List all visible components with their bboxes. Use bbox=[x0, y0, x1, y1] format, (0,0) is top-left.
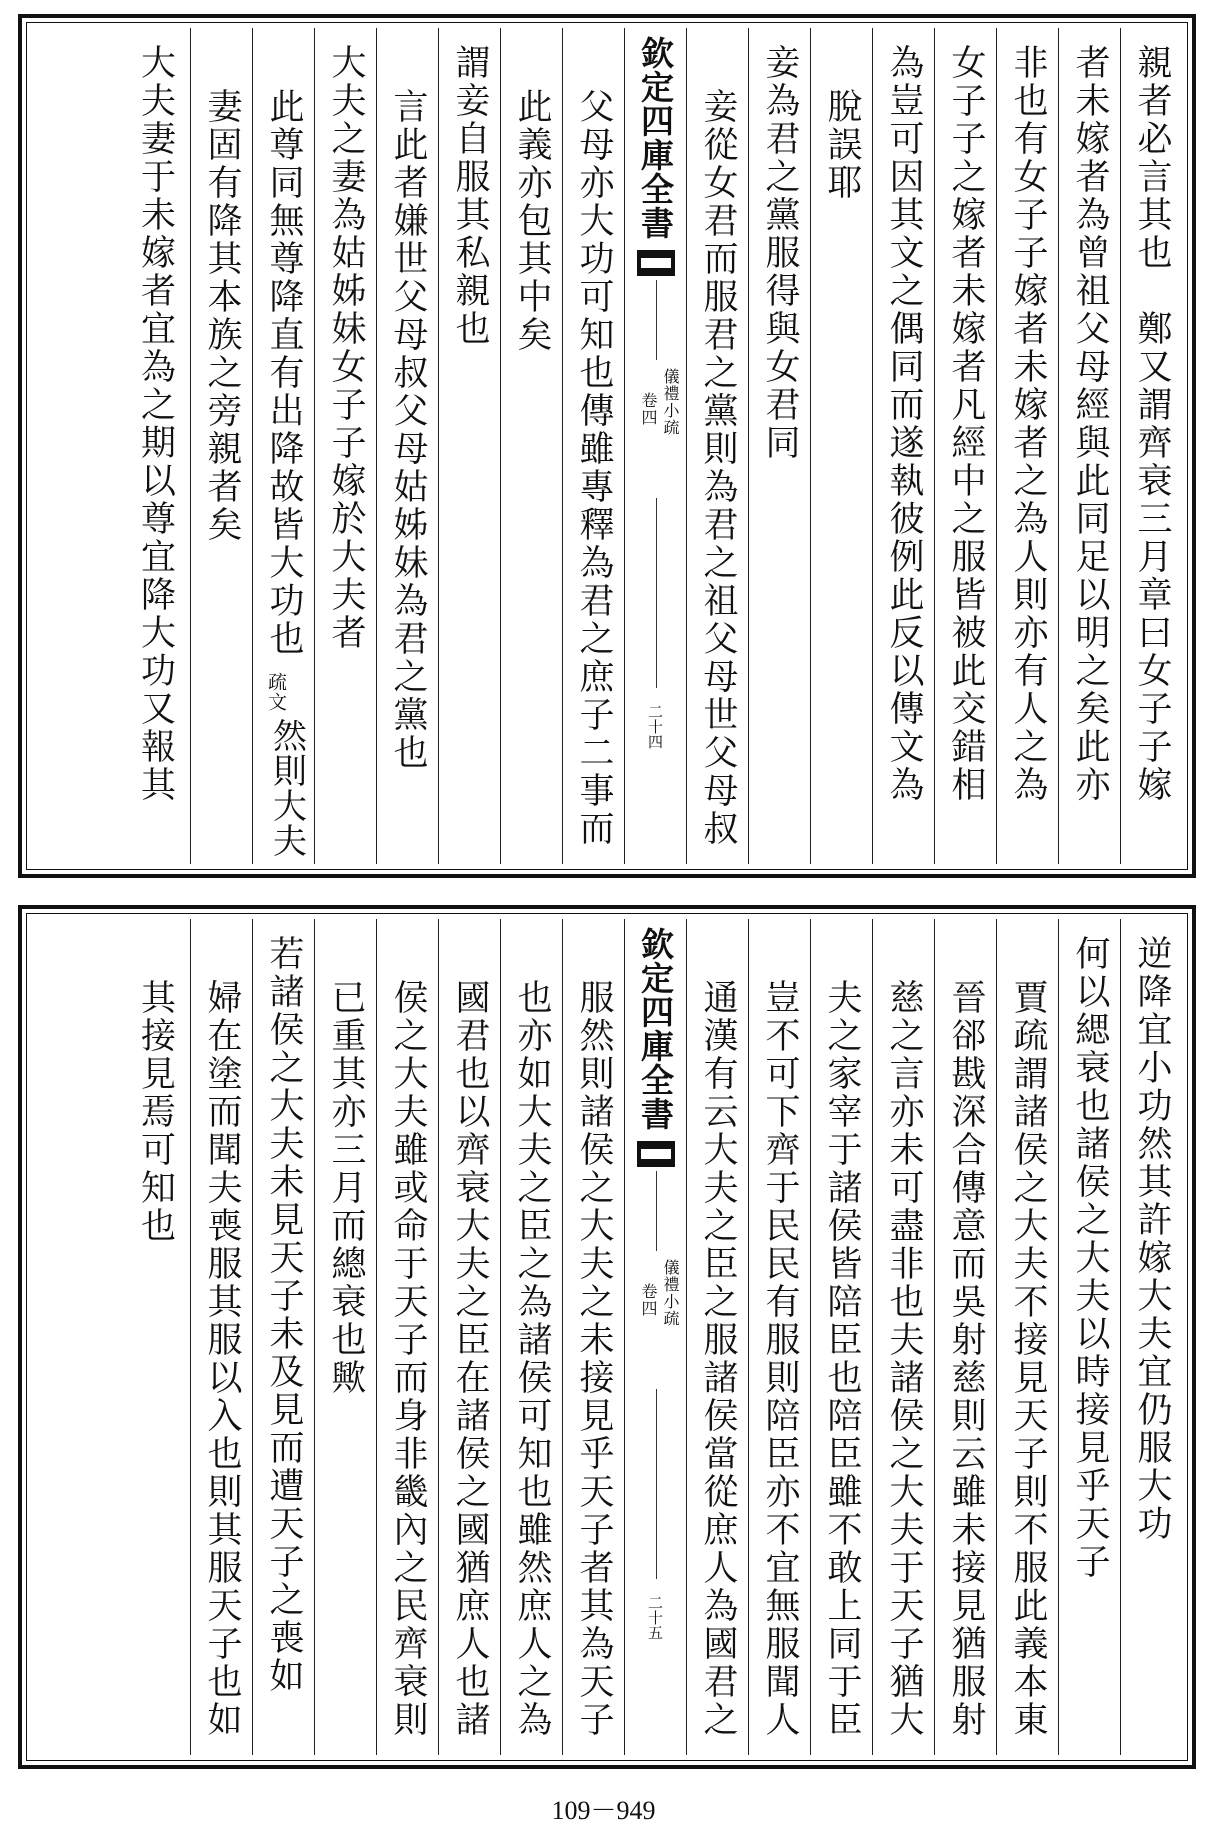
text-column: 也亦如大夫之臣之為諸侯可知也雖然庶人之為 bbox=[512, 979, 552, 1739]
top-col-l6 bbox=[252, 28, 314, 864]
bottom-col-l6 bbox=[252, 919, 314, 1755]
text-column: 父母亦大功可知也傳雖專釋為君之庶子二事而 bbox=[574, 88, 614, 848]
center-book-title: 儀禮小疏 bbox=[661, 1259, 680, 1327]
bottom-col-r3 bbox=[996, 919, 1058, 1755]
text-column: 若諸侯之大夫未見天子未及見而遭天子之喪如 bbox=[264, 935, 304, 1695]
text-column: 侯之大夫雖或命于天子而身非畿內之民齊衰則 bbox=[388, 979, 428, 1739]
top-col-l1 bbox=[562, 28, 624, 864]
center-rule bbox=[656, 1171, 657, 1251]
top-center-column bbox=[624, 28, 686, 864]
center-page-number: 二十五 bbox=[646, 1595, 664, 1640]
text-column: 此尊同無尊降直有出降故皆大功也 bbox=[264, 88, 304, 658]
text-column: 逆降宜小功然其許嫁大夫宜仍服大功 bbox=[1132, 935, 1172, 1543]
top-columns bbox=[32, 28, 1182, 864]
top-col-r3 bbox=[996, 28, 1058, 864]
top-page-frame bbox=[18, 14, 1196, 878]
bottom-col-r2 bbox=[1058, 919, 1120, 1755]
text-column: 慈之言亦未可盡非也夫諸侯之大夫于天子猶大 bbox=[884, 979, 924, 1739]
fish-tail-mark bbox=[637, 250, 675, 276]
text-column: 婦在塗而聞夫喪服其服以入也則其服天子也如 bbox=[202, 979, 242, 1739]
top-col-r5 bbox=[872, 28, 934, 864]
commentary-note: 疏文 bbox=[265, 672, 287, 712]
top-col-r7 bbox=[748, 28, 810, 864]
center-book-title: 儀禮小疏 bbox=[661, 368, 680, 436]
center-rule bbox=[656, 280, 657, 360]
top-col-r4 bbox=[934, 28, 996, 864]
bottom-col-l5 bbox=[314, 919, 376, 1755]
bottom-col-l4 bbox=[376, 919, 438, 1755]
bottom-col-r4 bbox=[934, 919, 996, 1755]
text-column: 何以緦衰也諸侯之大夫以時接見乎天子 bbox=[1070, 935, 1110, 1581]
bottom-col-l7 bbox=[190, 919, 252, 1755]
top-col-r8 bbox=[686, 28, 748, 864]
text-column: 已重其亦三月而總衰也歟 bbox=[326, 979, 366, 1397]
text-column: 非也有女子子嫁者未嫁者之為人則亦有人之為 bbox=[1008, 44, 1048, 804]
top-col-r6 bbox=[810, 28, 872, 864]
bottom-col-l1 bbox=[562, 919, 624, 1755]
top-col-r2 bbox=[1058, 28, 1120, 864]
page-footer-number: 109－949 bbox=[551, 1796, 656, 1825]
bottom-col-l8 bbox=[120, 919, 190, 1755]
top-col-l4 bbox=[376, 28, 438, 864]
text-column-with-note bbox=[264, 88, 304, 658]
text-column: 妻固有降其本族之旁親者矣 bbox=[202, 88, 242, 544]
text-column: 豈不可下齊于民民有服則陪臣亦不宜無服聞人 bbox=[760, 979, 800, 1739]
text-column: 脫誤耶 bbox=[822, 88, 862, 202]
bottom-col-r1 bbox=[1120, 919, 1182, 1755]
text-column: 言此者嫌世父母叔父母姑姊妹為君之黨也 bbox=[388, 88, 428, 772]
text-column: 賈疏謂諸侯之大夫不接見天子則不服此義本東 bbox=[1008, 979, 1048, 1739]
text-column: 親者必言其也 鄭又謂齊衰三月章曰女子子嫁 bbox=[1132, 44, 1172, 804]
top-col-l7 bbox=[190, 28, 252, 864]
bottom-col-r5 bbox=[872, 919, 934, 1755]
center-rule bbox=[656, 1389, 657, 1579]
text-column: 國君也以齊衰大夫之臣在諸侯之國猶庶人也諸 bbox=[450, 979, 490, 1739]
text-column: 者未嫁者為曾祖父母經與此同足以明之矣此亦 bbox=[1070, 44, 1110, 804]
fish-tail-mark bbox=[637, 1141, 675, 1167]
bottom-columns bbox=[32, 919, 1182, 1755]
center-volume: 卷四 bbox=[639, 1283, 658, 1317]
bottom-col-r6 bbox=[810, 919, 872, 1755]
text-column: 謂妾自服其私親也 bbox=[450, 44, 490, 348]
bottom-center-column bbox=[624, 919, 686, 1755]
bottom-col-l2 bbox=[500, 919, 562, 1755]
text-column: 其接見焉可知也 bbox=[135, 979, 176, 1245]
top-col-r1 bbox=[1120, 28, 1182, 864]
top-col-l3 bbox=[438, 28, 500, 864]
top-col-l2 bbox=[500, 28, 562, 864]
center-title: 欽定四庫全書 bbox=[636, 927, 675, 1131]
bottom-page-frame bbox=[18, 905, 1196, 1769]
text-column: 為豈可因其文之偶同而遂執彼例此反以傳文為 bbox=[884, 44, 924, 804]
center-page-number: 二十四 bbox=[646, 704, 664, 749]
text-column: 女子子之嫁者未嫁者凡經中之服皆被此交錯相 bbox=[946, 44, 986, 804]
center-rule bbox=[656, 498, 657, 688]
top-col-l5 bbox=[314, 28, 376, 864]
text-column: 妾從女君而服君之黨則為君之祖父母世父母叔 bbox=[698, 88, 738, 848]
center-title: 欽定四庫全書 bbox=[636, 36, 675, 240]
bottom-col-l3 bbox=[438, 919, 500, 1755]
text-column: 晉郤戡深合傳意而吳射慈則云雖未接見猶服射 bbox=[946, 979, 986, 1739]
text-column: 大夫之妻為姑姊妹女子子嫁於大夫者 bbox=[326, 44, 366, 652]
text-column: 服然則諸侯之大夫之未接見乎天子者其為天子 bbox=[574, 979, 614, 1739]
text-column: 通漢有云大夫之臣之服諸侯當從庶人為國君之 bbox=[698, 979, 738, 1739]
text-column: 夫之家宰于諸侯皆陪臣也陪臣雖不敢上同于臣 bbox=[822, 979, 862, 1739]
center-volume: 卷四 bbox=[639, 392, 658, 426]
text-column: 大夫妻于未嫁者宜為之期以尊宜降大功又報其 bbox=[135, 44, 176, 804]
text-column: 此義亦包其中矣 bbox=[512, 88, 552, 354]
bottom-col-r7 bbox=[748, 919, 810, 1755]
bottom-col-r8 bbox=[686, 919, 748, 1755]
text-column: 然則大夫 bbox=[266, 718, 307, 858]
top-col-l8 bbox=[120, 28, 190, 864]
text-column: 妾為君之黨服得與女君同 bbox=[760, 44, 800, 462]
